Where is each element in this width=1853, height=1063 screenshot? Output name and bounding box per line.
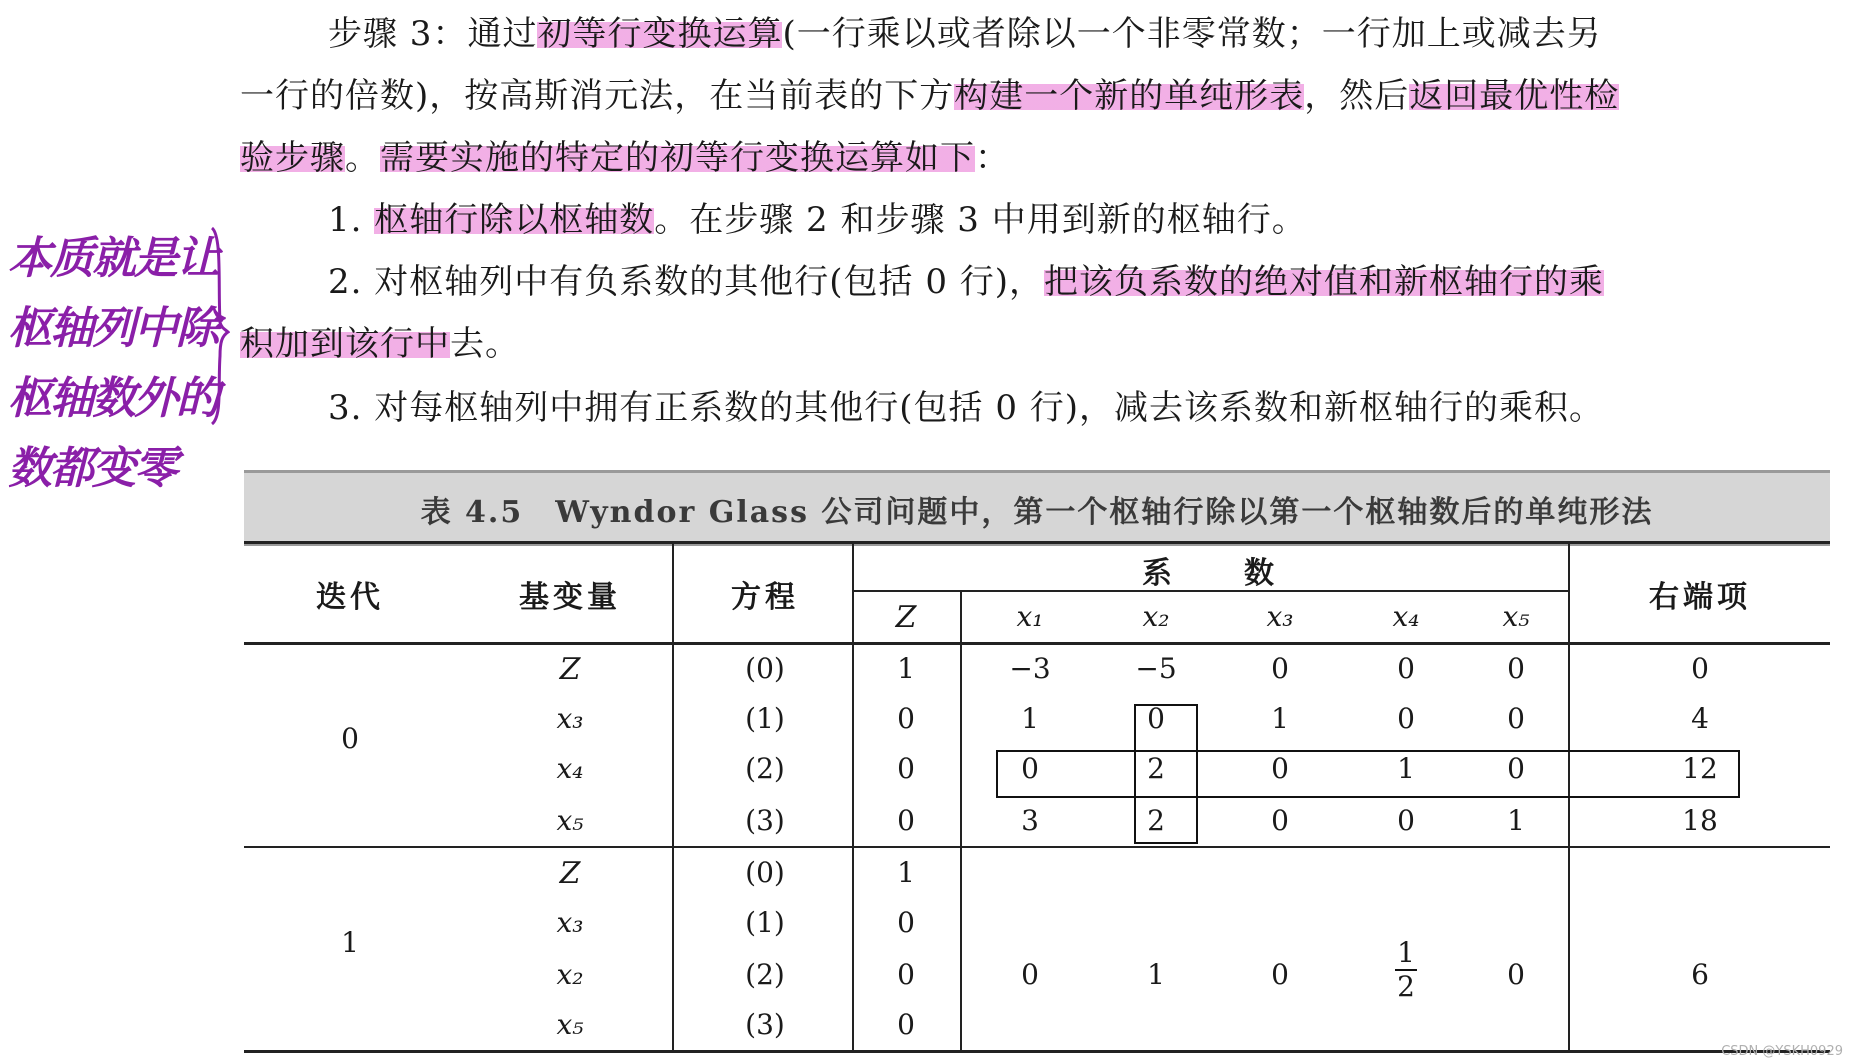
vertical-rule-z-right <box>960 590 962 1051</box>
text-line-2: 一行的倍数)，按高斯消元法，在当前表的下方构建一个新的单纯形表，然后返回最优性检 <box>240 76 1620 116</box>
highlight: 验步骤 <box>240 138 345 178</box>
header-basic-variable: 基变量 <box>519 580 621 615</box>
table-row: 1 <box>1507 804 1525 837</box>
header-x2: x₂ <box>1142 600 1170 633</box>
table-row: 0 <box>897 804 915 837</box>
highlight: 枢轴行除以枢轴数 <box>374 200 655 240</box>
highlight: 需要实施的特定的初等行变换运算如下 <box>380 138 975 178</box>
table-row: (1) <box>745 906 785 939</box>
table-row: 0 <box>1397 652 1415 685</box>
table-row: 18 <box>1682 804 1718 837</box>
table-row: 1 <box>1271 702 1289 735</box>
table-row: 0 <box>1397 702 1415 735</box>
list-item-2-continued: 积加到该行中去。 <box>240 324 520 364</box>
text-line-3: 验步骤。需要实施的特定的初等行变换运算如下： <box>240 138 1010 178</box>
vertical-rule-coefficients-left <box>852 541 854 1051</box>
header-equation: 方程 <box>731 580 799 615</box>
handwritten-annotation-line-1: 本质就是让 <box>8 233 218 284</box>
fraction-denominator: 2 <box>1397 970 1415 1003</box>
table-bottom-rule <box>244 1050 1830 1053</box>
iteration-1-label: 1 <box>341 926 359 959</box>
table-row: 0 <box>897 752 915 785</box>
table-row: 0 <box>897 906 915 939</box>
header-iteration: 迭代 <box>316 580 384 615</box>
list-item-1: 1. 枢轴行除以枢轴数。在步骤 2 和步骤 3 中用到新的枢轴行。 <box>328 200 1307 240</box>
table-row: 1 <box>1021 702 1039 735</box>
table-row: 2 <box>1147 752 1165 785</box>
table-row: 0 <box>897 1008 915 1041</box>
table-row: x₂ <box>556 958 584 991</box>
table-row: 0 <box>1691 652 1709 685</box>
highlight: 返回最优性检 <box>1409 76 1620 116</box>
header-right-hand-side: 右端项 <box>1649 580 1751 615</box>
table-row: x₅ <box>556 1008 584 1041</box>
header-bottom-rule <box>244 642 1830 645</box>
table-row: (2) <box>745 752 785 785</box>
table-row: −3 <box>1009 652 1051 685</box>
table-row: 0 <box>1147 702 1165 735</box>
table-row: −5 <box>1135 652 1177 685</box>
header-coefficients: 系 数 <box>1142 556 1278 591</box>
text-line-1: 步骤 3：通过初等行变换运算(一行乘以或者除以一个非零常数；一行加上或减去另 <box>328 14 1602 54</box>
header-x3: x₃ <box>1266 600 1294 633</box>
table-row: 3 <box>1021 804 1039 837</box>
handwritten-annotation-line-4: 数都变零 <box>8 443 176 494</box>
list-item-2: 2. 对枢轴列中有负系数的其他行(包括 0 行)，把该负系数的绝对值和新枢轴行的乘 <box>328 262 1605 302</box>
handwritten-annotation-line-3: 枢轴数外的 <box>8 373 218 424</box>
header-z: Z <box>895 600 917 635</box>
table-row: (0) <box>745 856 785 889</box>
table-row: x₅ <box>556 804 584 837</box>
table-row: 0 <box>897 702 915 735</box>
table-row: 0 <box>1507 958 1525 991</box>
watermark: CSDN @YSKH0929 <box>1721 1044 1843 1059</box>
table-row: 4 <box>1691 702 1709 735</box>
table-row: (3) <box>745 804 785 837</box>
table-row: Z <box>559 856 581 891</box>
table-row: 0 <box>1021 958 1039 991</box>
fraction-one-half <box>1386 938 1426 1002</box>
table-row: 0 <box>1507 702 1525 735</box>
table-top-rule <box>244 541 1830 544</box>
table-row: 1 <box>897 856 915 889</box>
pivot-row-box <box>996 750 1740 798</box>
table-row: x₄ <box>556 752 584 785</box>
table-caption-bar <box>244 470 1830 546</box>
table-row: (1) <box>745 702 785 735</box>
highlight: 把该负系数的绝对值和新枢轴行的乘 <box>1044 262 1605 302</box>
table-row: 0 <box>1271 958 1289 991</box>
header-x5: x₅ <box>1502 600 1530 633</box>
table-row: 0 <box>897 958 915 991</box>
table-row: x₃ <box>556 906 584 939</box>
table-row: x₃ <box>556 702 584 735</box>
handwritten-annotation-line-2: 枢轴列中除 <box>8 303 218 354</box>
table-row: 2 <box>1147 804 1165 837</box>
table-row: 0 <box>1507 652 1525 685</box>
table-row: 0 <box>1397 804 1415 837</box>
table-row: 0 <box>1021 752 1039 785</box>
table-row: Z <box>559 652 581 687</box>
table-row: 0 <box>1507 752 1525 785</box>
table-row: 1 <box>897 652 915 685</box>
table-row: (2) <box>745 958 785 991</box>
highlight: 构建一个新的单纯形表 <box>954 76 1305 116</box>
table-row: 1 <box>1147 958 1165 991</box>
highlight: 积加到该行中 <box>240 324 450 364</box>
table-row: 0 <box>1271 804 1289 837</box>
header-x4: x₄ <box>1392 600 1420 633</box>
iteration-0-label: 0 <box>341 722 359 755</box>
table-row: 0 <box>1271 652 1289 685</box>
table-caption: 表 4.5 Wyndor Glass 公司问题中，第一个枢轴行除以第一个枢轴数后的单纯形法 <box>420 495 1654 530</box>
table-row: 0 <box>1271 752 1289 785</box>
header-x1: x₁ <box>1016 600 1044 633</box>
table-row: (0) <box>745 652 785 685</box>
curly-brace-icon <box>208 226 230 426</box>
iteration-separator-rule <box>244 846 1830 848</box>
highlight: 初等行变换运算 <box>537 14 783 54</box>
list-item-3: 3. 对每枢轴列中拥有正系数的其他行(包括 0 行)，减去该系数和新枢轴行的乘积。 <box>328 388 1605 428</box>
table-row: 12 <box>1682 752 1718 785</box>
table-row: 1 <box>1397 752 1415 785</box>
fraction-numerator: 1 <box>1397 936 1415 969</box>
table-row: (3) <box>745 1008 785 1041</box>
vertical-rule-equation-left <box>672 541 674 1051</box>
table-row: 6 <box>1691 958 1709 991</box>
